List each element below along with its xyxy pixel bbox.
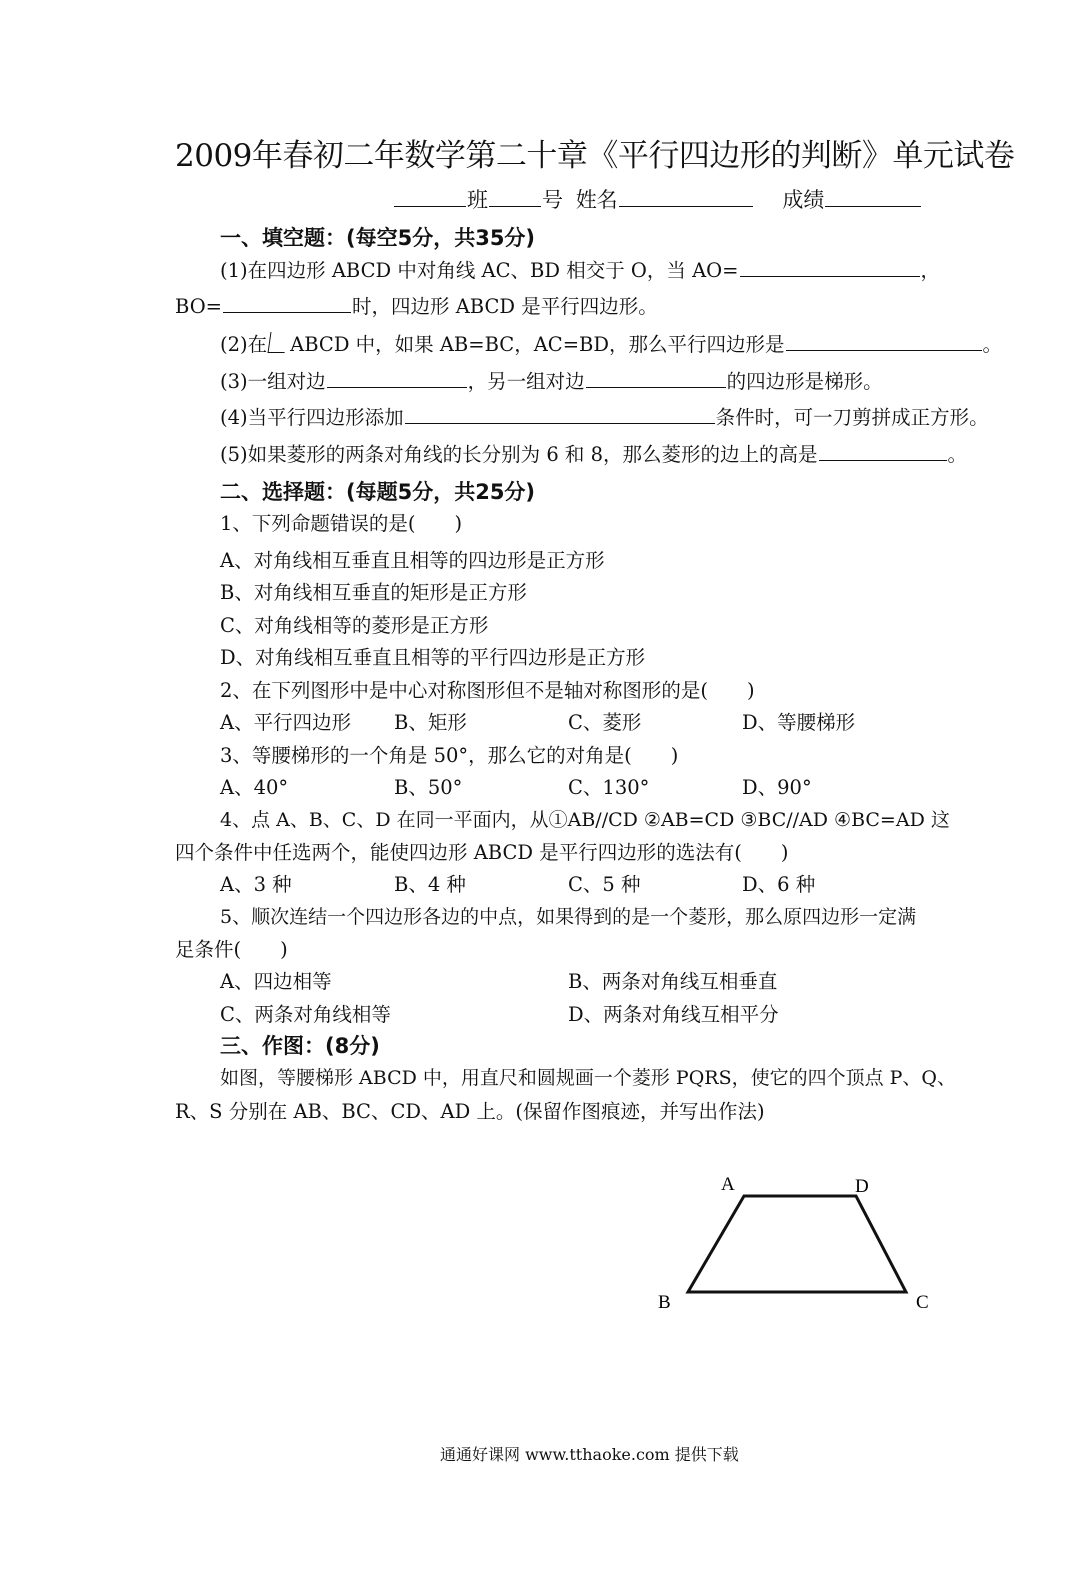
choice-q2-option-b: B、矩形: [394, 711, 467, 734]
fill-q5-blank[interactable]: [819, 438, 947, 461]
choice-q4-option-b: B、4 种: [394, 873, 466, 896]
fill-q2-blank[interactable]: [786, 328, 982, 351]
drawing-task-line1: 如图，等腰梯形 ABCD 中，用直尺和圆规画一个菱形 PQRS，使它的四个顶点 P、Q、: [220, 1067, 957, 1089]
fill-q5-text: (5)如果菱形的两条对角线的长分别为 6 和 8，那么菱形的边上的高是: [220, 443, 818, 466]
choice-q2-option-d: D、等腰梯形: [742, 711, 856, 734]
fill-q1-line2: [175, 290, 658, 319]
fill-q3-prefix: (3)一组对边: [220, 370, 326, 393]
name-blank[interactable]: [619, 184, 753, 207]
number-blank[interactable]: [489, 184, 541, 207]
section1-heading: 一、填空题：(每空5分，共35分): [220, 226, 536, 250]
fill-q3: [220, 365, 883, 394]
choice-q3-option-d: D、90°: [742, 776, 812, 799]
score-label: 成绩: [782, 188, 825, 212]
page-title: 2009年春初二年数学第二十章《平行四边形的判断》单元试卷: [175, 138, 1015, 174]
choice-q5-line2: 足条件( ): [175, 938, 288, 961]
fill-q1-suffix: 时，四边形 ABCD 是平行四边形。: [352, 295, 658, 318]
choice-q1-option-c: C、对角线相等的菱形是正方形: [220, 614, 489, 637]
section3-heading: 三、作图：(8分): [220, 1034, 380, 1058]
fill-q3-suffix: 的四边形是梯形。: [726, 370, 883, 393]
fill-q1-comma: ，: [920, 259, 941, 282]
name-label: 姓名: [575, 188, 618, 212]
fill-q1-line1: [220, 254, 940, 283]
fill-q2-text: ABCD 中，如果 AB=BC，AC=BD，那么平行四边形是: [290, 333, 785, 356]
fill-q2-end: 。: [982, 333, 1003, 356]
choice-q1-option-d: D、对角线相互垂直且相等的平行四边形是正方形: [220, 646, 646, 669]
vertex-label-b: B: [658, 1292, 671, 1313]
trapezoid-figure: [650, 1168, 950, 1328]
fill-q1-text: (1)在四边形 ABCD 中对角线 AC、BD 相交于 O，当 AO=: [220, 259, 739, 282]
vertex-label-c: C: [916, 1292, 929, 1313]
footer-note: 通通好课网 www.tthaoke.com 提供下载: [440, 1445, 739, 1464]
choice-q5-option-c: C、两条对角线相等: [220, 1003, 391, 1026]
choice-q3-option-a: A、40°: [220, 776, 289, 799]
fill-q5-end: 。: [947, 443, 968, 466]
fill-q1-ao-blank[interactable]: [740, 254, 920, 277]
fill-q2-prefix: (2)在: [220, 333, 268, 356]
fill-q2: [220, 328, 1002, 357]
fill-q5: [220, 438, 967, 467]
choice-q1-option-b: B、对角线相互垂直的矩形是正方形: [220, 581, 527, 604]
choice-q4-option-d: D、6 种: [742, 873, 816, 896]
fill-q4-suffix: 条件时，可一刀剪拼成正方形。: [715, 406, 989, 429]
choice-q1-option-a: A、对角线相互垂直且相等的四边形是正方形: [220, 549, 605, 572]
class-label: 班: [467, 188, 488, 212]
choice-q5-option-b: B、两条对角线互相垂直: [568, 970, 778, 993]
fill-q3-blank2[interactable]: [586, 365, 726, 388]
drawing-task-line2: R、S 分别在 AB、BC、CD、AD 上。(保留作图痕迹，并写出作法): [175, 1100, 765, 1123]
choice-q4-option-c: C、5 种: [568, 873, 641, 896]
choice-q3-option-c: C、130°: [568, 776, 650, 799]
choice-q3: 3、等腰梯形的一个角是 50°，那么它的对角是( ): [220, 744, 679, 767]
fill-q1-bo-blank[interactable]: [223, 290, 351, 313]
choice-q2-option-c: C、菱形: [568, 711, 642, 734]
choice-q5-line1: 5、顺次连结一个四边形各边的中点，如果得到的是一个菱形，那么原四边形一定满: [220, 906, 917, 928]
choice-q4-option-a: A、3 种: [220, 873, 292, 896]
number-label: 号: [542, 188, 563, 212]
fill-q4-prefix: (4)当平行四边形添加: [220, 406, 404, 429]
choice-q5-option-d: D、两条对角线互相平分: [568, 1003, 779, 1026]
trapezoid-abcd: [688, 1196, 906, 1292]
fill-q4: [220, 401, 989, 430]
fill-q3-mid: ，另一组对边: [467, 370, 585, 393]
class-blank[interactable]: [394, 184, 466, 207]
section2-heading: 二、选择题：(每题5分，共25分): [220, 480, 536, 504]
fill-q3-blank1[interactable]: [327, 365, 467, 388]
fill-q1-bo-label: BO=: [175, 295, 223, 318]
vertex-label-d: D: [855, 1176, 869, 1197]
choice-q4-line1: 4、点 A、B、C、D 在同一平面内，从①AB//CD ②AB=CD ③BC//AD ④BC=AD 这: [220, 809, 950, 831]
choice-q4-line2: 四个条件中任选两个，能使四边形 ABCD 是平行四边形的选法有( ): [175, 841, 789, 864]
choice-q5-option-a: A、四边相等: [220, 970, 332, 993]
vertex-label-a: A: [721, 1174, 735, 1195]
fill-q4-blank[interactable]: [405, 401, 715, 424]
score-blank[interactable]: [825, 184, 921, 207]
choice-q2: 2、在下列图形中是中心对称图形但不是轴对称图形的是( ): [220, 679, 755, 702]
parallelogram-symbol-icon: [268, 332, 288, 353]
choice-q1: 1、下列命题错误的是( ): [220, 512, 463, 535]
student-info-line: [393, 184, 922, 214]
choice-q2-option-a: A、平行四边形: [220, 711, 352, 734]
choice-q3-option-b: B、50°: [394, 776, 463, 799]
